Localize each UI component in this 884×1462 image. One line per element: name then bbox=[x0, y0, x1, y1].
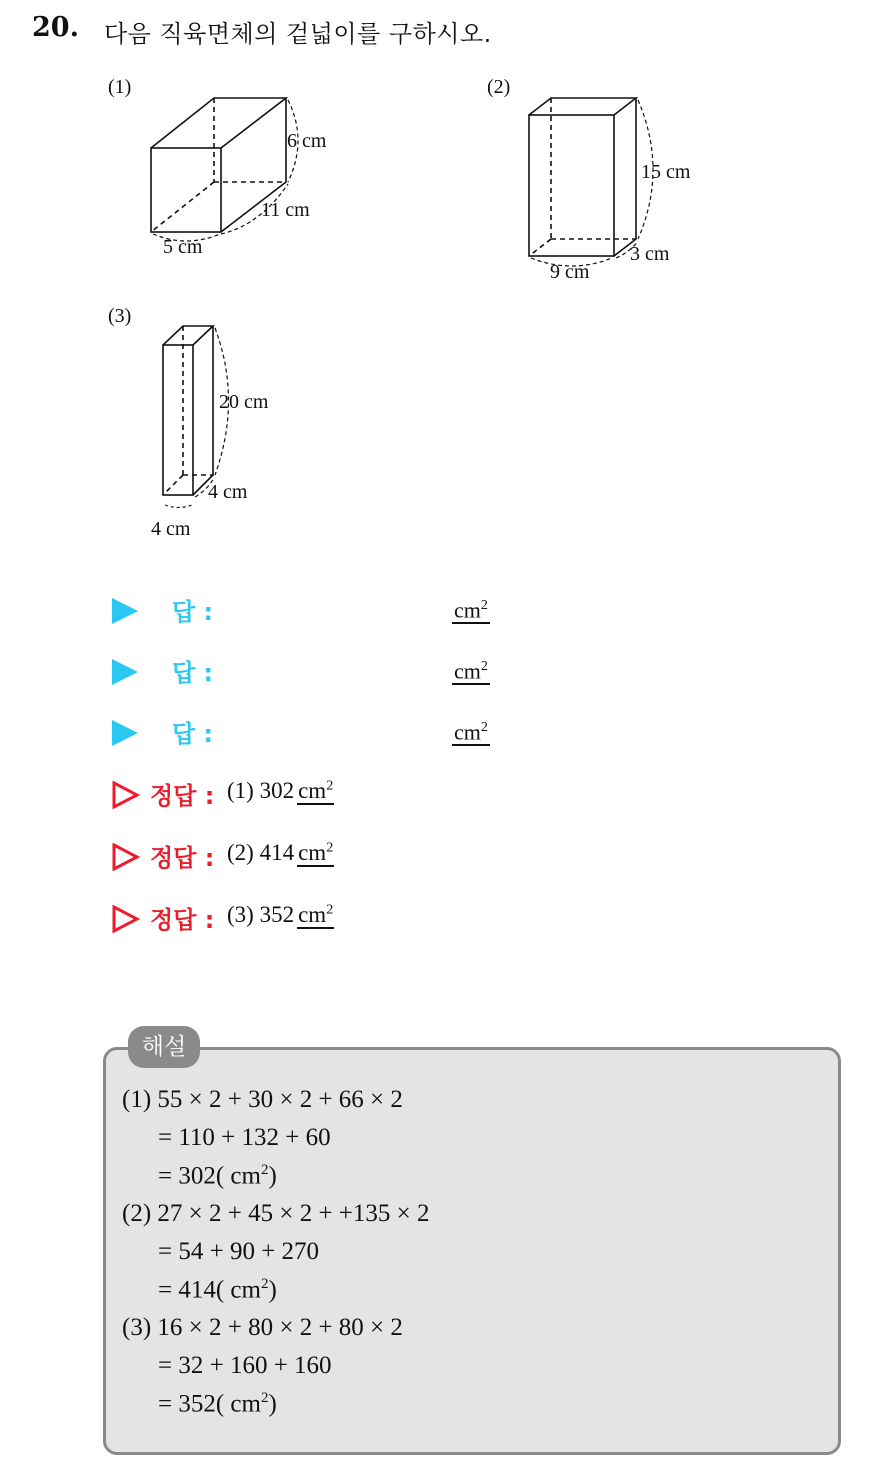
cuboid-figures bbox=[0, 0, 884, 560]
explanation-line: = 110 + 132 + 60 bbox=[158, 1124, 331, 1151]
answer-label: 답 : bbox=[172, 659, 214, 687]
hollow-arrow-icon bbox=[112, 781, 140, 809]
answer-label: 답 : bbox=[172, 598, 214, 626]
play-arrow-icon bbox=[112, 720, 138, 746]
dim-2-depth: 3 cm bbox=[630, 243, 670, 265]
solution-value: (2) 414 $cm^2$ bbox=[227, 840, 334, 865]
figure-3-label: (3) bbox=[108, 305, 132, 327]
hollow-arrow-icon bbox=[112, 843, 140, 871]
dim-3-width: 4 cm bbox=[151, 518, 191, 540]
figure-2-label: (2) bbox=[487, 76, 511, 98]
play-arrow-icon bbox=[112, 598, 138, 624]
play-arrow-icon bbox=[112, 659, 138, 685]
dim-1-width: 5 cm bbox=[163, 236, 203, 258]
explanation-line: = 414( $cm^2$) bbox=[158, 1276, 277, 1304]
answer-blank[interactable]: $cm^2$ bbox=[452, 655, 490, 685]
solution-row-1 bbox=[112, 776, 512, 816]
answer-blank[interactable]: $cm^2$ bbox=[452, 716, 490, 746]
question-text: 다음 직육면체의 겉넓이를 구하시오. bbox=[104, 20, 492, 48]
explanation-line: = 352( $cm^2$) bbox=[158, 1390, 277, 1418]
answer-label: 답 : bbox=[172, 720, 214, 748]
explanation-line: = 54 + 90 + 270 bbox=[158, 1238, 320, 1265]
explanation-tag: 해설 bbox=[128, 1026, 200, 1068]
answer-row-2 bbox=[112, 653, 532, 693]
solution-row-2 bbox=[112, 838, 512, 878]
answer-row-1 bbox=[112, 592, 532, 632]
explanation-line: = 32 + 160 + 160 bbox=[158, 1352, 332, 1379]
explanation-line: (1) 55 × 2 + 30 × 2 + 66 × 2 bbox=[122, 1086, 403, 1113]
question-number: 20. bbox=[32, 12, 79, 43]
explanation-line: (2) 27 × 2 + 45 × 2 + +135 × 2 bbox=[122, 1200, 430, 1227]
solution-value: (3) 352 $cm^2$ bbox=[227, 902, 334, 927]
dim-1-depth: 11 cm bbox=[261, 199, 310, 221]
dim-3-depth: 4 cm bbox=[208, 481, 248, 503]
solution-label: 정답 : bbox=[150, 906, 215, 934]
dim-2-width: 9 cm bbox=[550, 261, 590, 283]
solution-label: 정답 : bbox=[150, 844, 215, 872]
answer-blank[interactable]: $cm^2$ bbox=[452, 594, 490, 624]
dim-1-height: 6 cm bbox=[287, 130, 327, 152]
dim-3-height: 20 cm bbox=[219, 391, 269, 413]
solution-value: (1) 302 $cm^2$ bbox=[227, 778, 334, 803]
explanation-line: = 302( $cm^2$) bbox=[158, 1162, 277, 1190]
figure-1-label: (1) bbox=[108, 76, 132, 98]
cuboid-2 bbox=[529, 98, 653, 266]
explanation-line: (3) 16 × 2 + 80 × 2 + 80 × 2 bbox=[122, 1314, 403, 1341]
answer-row-3 bbox=[112, 714, 532, 754]
solution-label: 정답 : bbox=[150, 782, 215, 810]
dim-2-height: 15 cm bbox=[641, 161, 691, 183]
hollow-arrow-icon bbox=[112, 905, 140, 933]
solution-row-3 bbox=[112, 900, 512, 940]
